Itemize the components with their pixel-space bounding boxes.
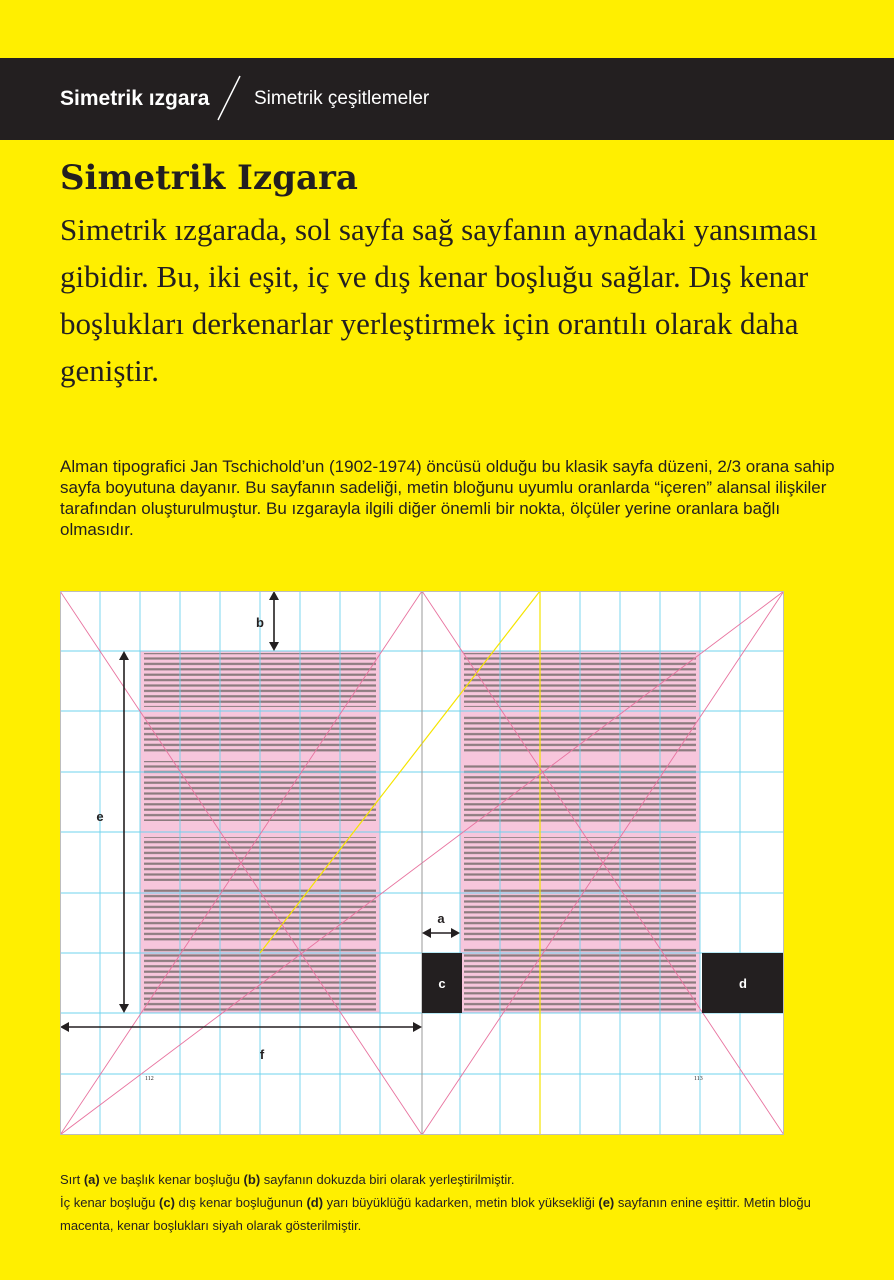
label-a: a [437,911,445,926]
page-number-left: 112 [145,1076,154,1082]
symmetric-grid-figure [60,591,784,1135]
figure-caption: Sırt (a) ve başlık kenar boşluğu (b) sayfanın dokuzda biri olarak yerleştirilmiştir. İç kenar boşluğu (c) dış kenar boşluğunun (d) yarı büyüklüğü kadarken, metin blok yüksekliği (e) sayfanın enine eşittir. Metin bloğu macenta, kenar boşlukları siyah olarak gösterilmiştir. [60,1172,811,1233]
breadcrumb-next[interactable]: Simetrik çeşitlemeler [254,88,430,109]
body-paragraph: Alman tipografici Jan Tschichold’un (1902-1974) öncüsü olduğu bu klasik sayfa düzeni, 2/3 orana sahip sayfa boyutuna dayanır. Bu sayfanın sadeliği, metin bloğunu uyumlu oranlarda “içeren” alansal ilişkiler tarafından oluşturulmuştur. Bu ızgarayla ilgili diğer önemli bir nokta, ölçüler yerine oranlara bağlı olmasıdır. [60,457,835,539]
breadcrumb-current[interactable]: Simetrik ızgara [60,87,210,110]
page-title: Simetrik Izgara [60,158,358,198]
label-f: f [259,1047,265,1062]
label-c: c [438,976,446,991]
label-b: b [256,615,264,630]
page-number-right: 113 [694,1076,703,1082]
breadcrumb-separator [214,74,244,124]
label-d: d [739,976,747,991]
lead-paragraph: Simetrik ızgarada, sol sayfa sağ sayfanın aynadaki yansıması gibidir. Bu, iki eşit, iç ve dış kenar boşluğu sağlar. Dış kenar boşlukları derkenarlar yerleştirmek için orantılı olarak daha geniştir. [60,212,818,388]
label-e: e [96,809,104,824]
grid-diagram [60,591,784,1135]
